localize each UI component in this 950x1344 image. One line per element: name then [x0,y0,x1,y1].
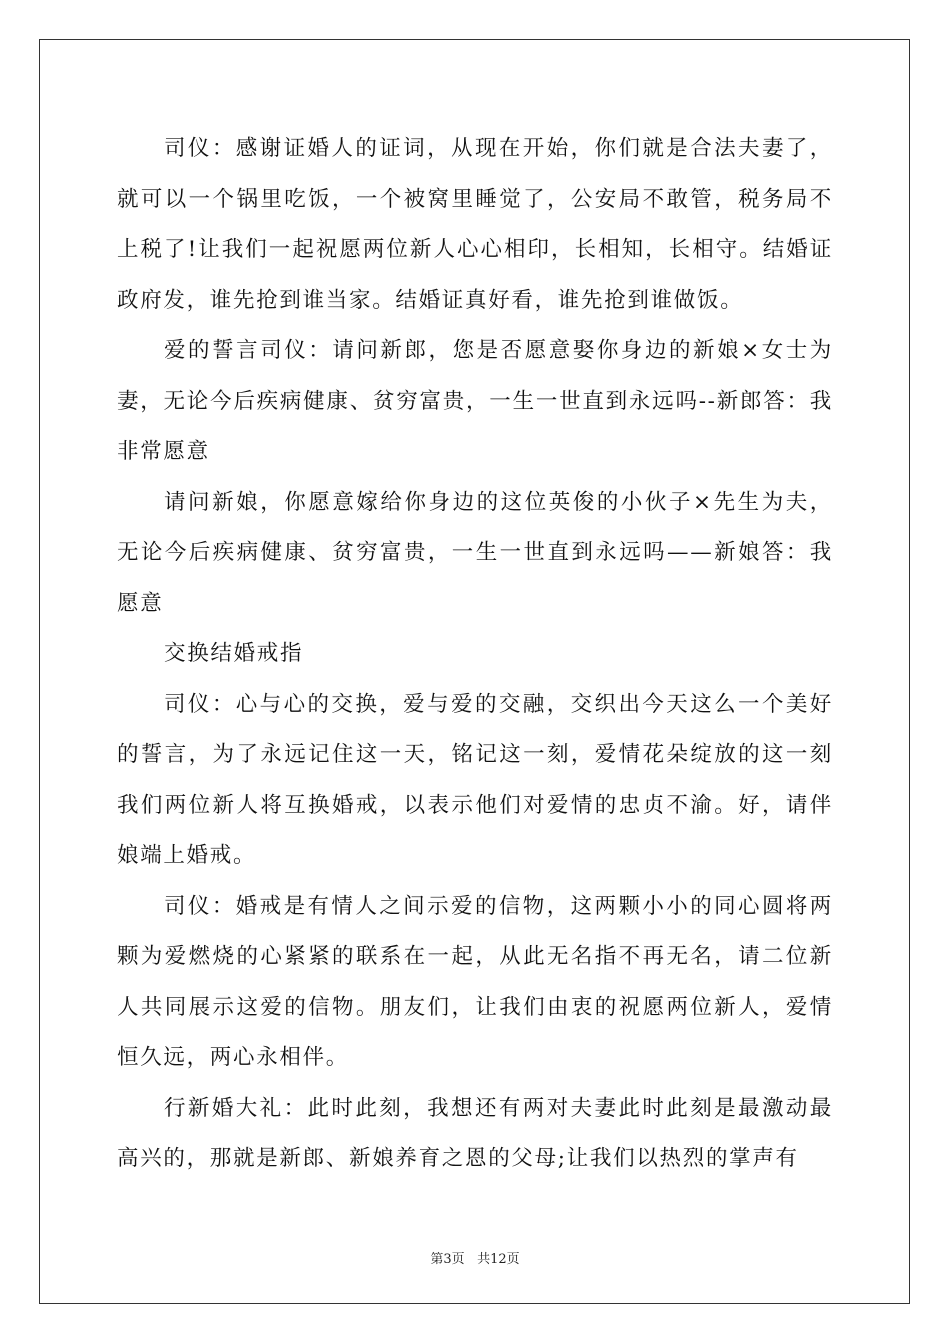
page-footer [0,1248,950,1267]
paragraph: 请问新娘，你愿意嫁给你身边的这位英俊的小伙子×先生为夫，无论今后疾病健康、贫穷富贵，一生一世直到永远吗——新娘答：我愿意 [117,489,833,616]
paragraph: 司仪：心与心的交换，爱与爱的交融，交织出今天这么一个美好的誓言，为了永远记住这一天，铭记这一刻，爱情花朵绽放的这一刻我们两位新人将互换婚戒，以表示他们对爱情的忠贞不渝。好，请伴娘端上婚戒。 [117,691,833,868]
paragraph: 行新婚大礼：此时此刻，我想还有两对夫妻此时此刻是最激动最高兴的，那就是新郎、新娘养育之恩的父母;让我们以热烈的掌声有 [117,1095,833,1171]
page-number: 第3页 [430,1252,465,1267]
paragraph: 爱的誓言司仪：请问新郎，您是否愿意娶你身边的新娘×女士为妻，无论今后疾病健康、贫穷富贵，一生一世直到永远吗--新郎答：我非常愿意 [117,338,833,464]
document-body [117,124,833,1185]
section-heading: 交换结婚戒指 [164,641,304,666]
paragraph: 司仪：婚戒是有情人之间示爱的信物，这两颗小小的同心圆将两颗为爱燃烧的心紧紧的联系在一起，从此无名指不再无名，请二位新人共同展示这爱的信物。朋友们，让我们由衷的祝愿两位新人，爱情恒久远，两心永相伴。 [117,893,833,1070]
paragraph: 司仪：感谢证婚人的证词，从现在开始，你们就是合法夫妻了，就可以一个锅里吃饭，一个被窝里睡觉了，公安局不敢管，税务局不上税了!让我们一起祝愿两位新人心心相印，长相知，长相守。结婚证政府发，谁先抢到谁当家。结婚证真好看，谁先抢到谁做饭。 [117,136,833,313]
page-total: 共12页 [477,1252,520,1267]
